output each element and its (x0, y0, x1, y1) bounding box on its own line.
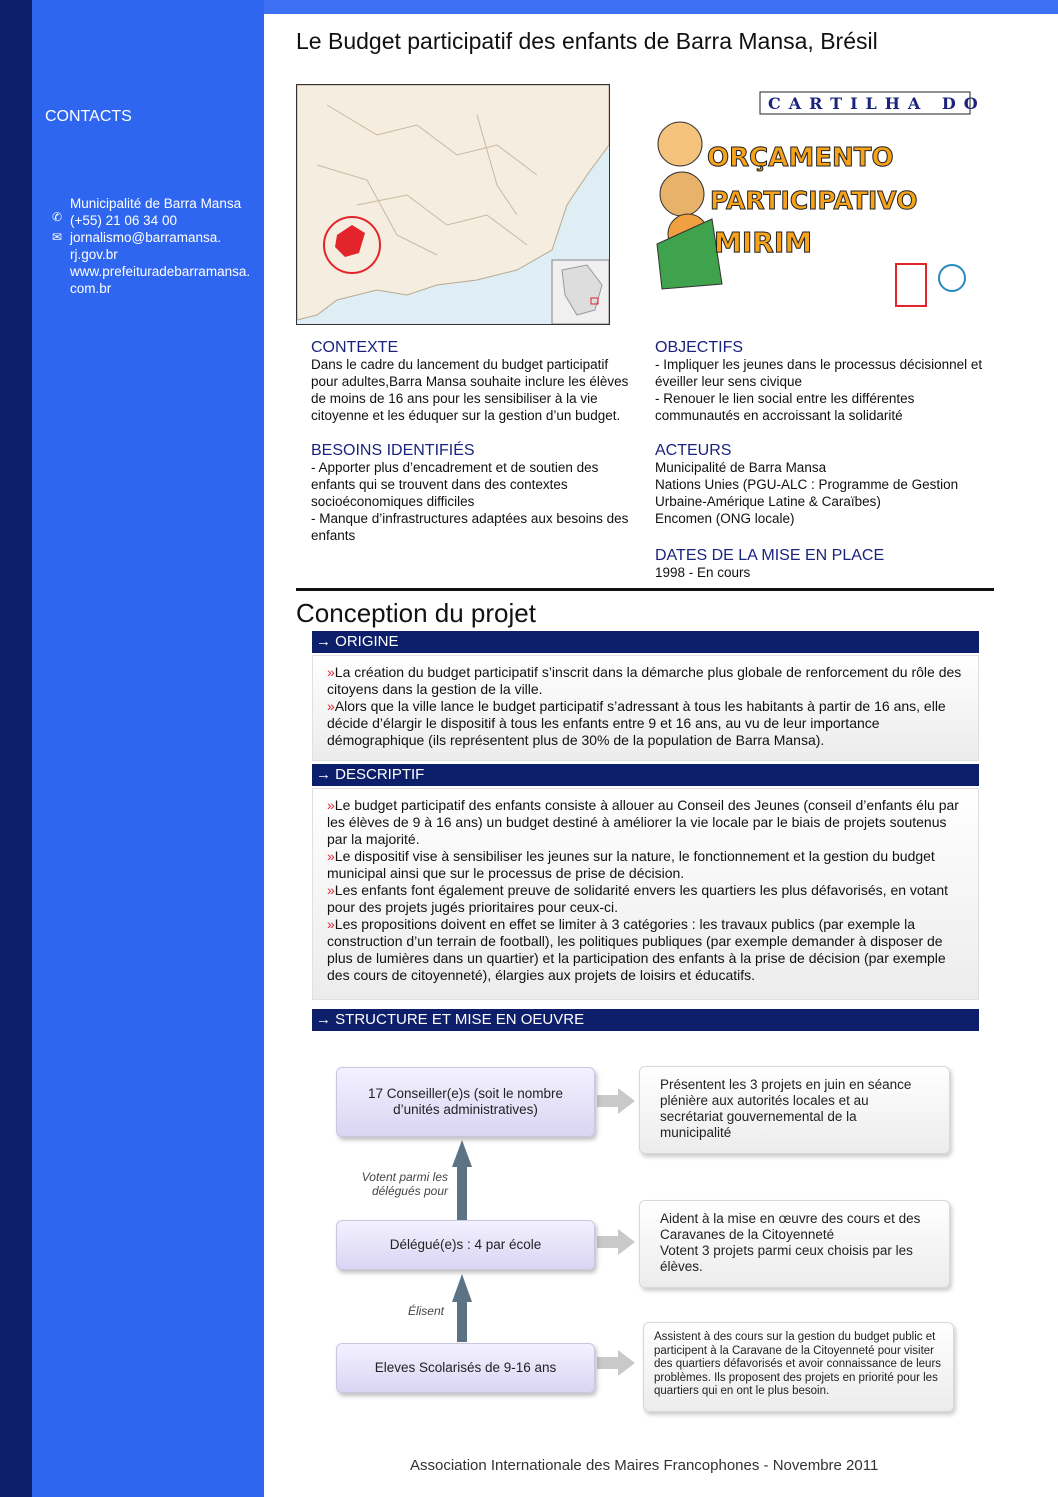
origine-bar: → ORIGINE (312, 631, 979, 653)
logo-line4: MIRIM (714, 226, 813, 259)
footer: Association Internationale des Maires Francophones - Novembre 2011 (410, 1457, 879, 1474)
contact-email-domain[interactable]: rj.gov.br (70, 247, 118, 262)
phone-icon: ✆ (52, 210, 63, 224)
delegues-box: Délégué(e)s : 4 par école (336, 1220, 595, 1270)
conseillers-outcome: Présentent les 3 projets en juin en séance plénière aux autorités locales et au secrétariat gouvernemental de la municipalité (639, 1066, 950, 1154)
contact-phone: (+55) 21 06 34 00 (70, 213, 177, 228)
acteurs-item: Nations Unies (PGU-ALC : Programme de Gestion Urbaine-Amérique Latine & Caraïbes) (655, 477, 959, 509)
dates-heading: DATES DE LA MISE EN PLACE (655, 547, 885, 564)
delegues-outcome-a: Aident à la mise en œuvre des cours et des Caravanes de la Citoyenneté (660, 1211, 921, 1242)
contacts-heading: CONTACTS (45, 108, 132, 125)
origine-item: »La création du budget participatif s’inscrit dans la démarche plus globale de renforcement du rôle des citoyens dans la gestion de la ville. (327, 664, 962, 697)
eleves-box: Eleves Scolarisés de 9-16 ans (336, 1343, 595, 1393)
contexte-text: Dans le cadre du lancement du budget participatif pour adultes,Barra Mansa souhaite inclure les élèves de moins de 16 ans pour les sensibiliser à la vie citoyenne et les éduquer sur la gestion d’un budget. (311, 357, 629, 423)
objectifs-item: - Renouer le lien social entre les différentes communautés en accroissant la solidarité (655, 391, 915, 423)
objectifs-item: - Impliquer les jeunes dans le processus décisionnel et éveiller leur sens civique (655, 357, 983, 389)
eleves-outcome: Assistent à des cours sur la gestion du budget public et participent à la Caravane de la Citoyenneté pour visiter des quartiers défavorisés et avoir connaissance de leurs problèmes. Ils proposent des projets en priorité pour les quartiers qui en ont le plus besoin. (643, 1322, 954, 1412)
logo-line3: PARTICIPATIVO (710, 186, 918, 215)
besoins-item: - Manque d’infrastructures adaptées aux besoins des enfants (311, 511, 629, 543)
structure-bar: → STRUCTURE ET MISE EN OEUVRE (312, 1009, 979, 1031)
page-title: Le Budget participatif des enfants de Barra Mansa, Brésil (296, 28, 878, 54)
descriptif-item: »Les enfants font également preuve de solidarité envers les quartiers les plus défavorisés, en votant pour des projets jugés prioritaires pour ceux-ci. (327, 882, 949, 915)
mail-icon: ✉ (52, 230, 63, 244)
conseillers-box: 17 Conseiller(e)s (soit le nombre d’unités administratives) (336, 1067, 595, 1137)
delegues-outcome (639, 1200, 950, 1288)
conception-title: Conception du projet (296, 598, 536, 628)
objectifs-heading: OBJECTIFS (655, 339, 744, 356)
votent-label: Votent parmi les délégués pour (361, 1170, 448, 1198)
descriptif-item: »Les propositions doivent en effet se limiter à 3 catégories : les travaux publics (par exemple la construction d’un terrain de football), les politiques publiques (par exemple demander à disposer de plus de lumières dans un quartier) et la participation des enfants à la prise de décision (par exemple des cours de citoyenneté), élargies aux projets de loisirs et éducatifs. (327, 916, 946, 983)
logo-line1: CARTILHA DO (768, 94, 982, 113)
acteurs-item: Encomen (ONG locale) (655, 511, 795, 526)
contact-email[interactable]: jornalismo@barramansa. (70, 230, 222, 245)
acteurs-item: Municipalité de Barra Mansa (655, 460, 827, 475)
descriptif-item: »Le dispositif vise à sensibiliser les jeunes sur la nature, le fonctionnement et la gestion du budget municipal ainsi que sur le processus de prise de décision. (327, 848, 935, 881)
descriptif-item: »Le budget participatif des enfants consiste à allouer au Conseil des Jeunes (conseil d’enfants élu par les élèves de 9 à 16 ans) un budget destiné à améliorer la vie locale par le biais de projets soutenus par la majorité. (327, 797, 959, 847)
logo-line2: ORÇAMENTO (707, 143, 894, 173)
contact-website-tld[interactable]: com.br (70, 281, 112, 296)
contact-website[interactable]: www.prefeituradebarramansa. (70, 264, 251, 279)
origine-item: »Alors que la ville lance le budget participatif s’adressant à tous les habitants à partir de 16 ans, elle décide d’élargir le dispositif à tous les enfants entre 9 et 16 ans, au vu de leur importance démographique (ils représentent plus de 30% de la population de Barra Mansa). (327, 698, 946, 748)
delegues-outcome-b: Votent 3 projets parmi ceux choisis par les élèves. (660, 1243, 913, 1274)
besoins-heading: BESOINS IDENTIFIÉS (311, 442, 475, 459)
descriptif-bar: → DESCRIPTIF (312, 764, 979, 786)
besoins-item: - Apporter plus d’encadrement et de soutien des enfants qui se trouvent dans des contextes socioéconomiques difficiles (311, 460, 599, 509)
elisent-label: Élisent (407, 1304, 444, 1318)
contact-org: Municipalité de Barra Mansa (70, 196, 242, 211)
dates-text: 1998 - En cours (655, 565, 751, 580)
acteurs-heading: ACTEURS (655, 442, 732, 459)
contexte-heading: CONTEXTE (311, 339, 399, 356)
